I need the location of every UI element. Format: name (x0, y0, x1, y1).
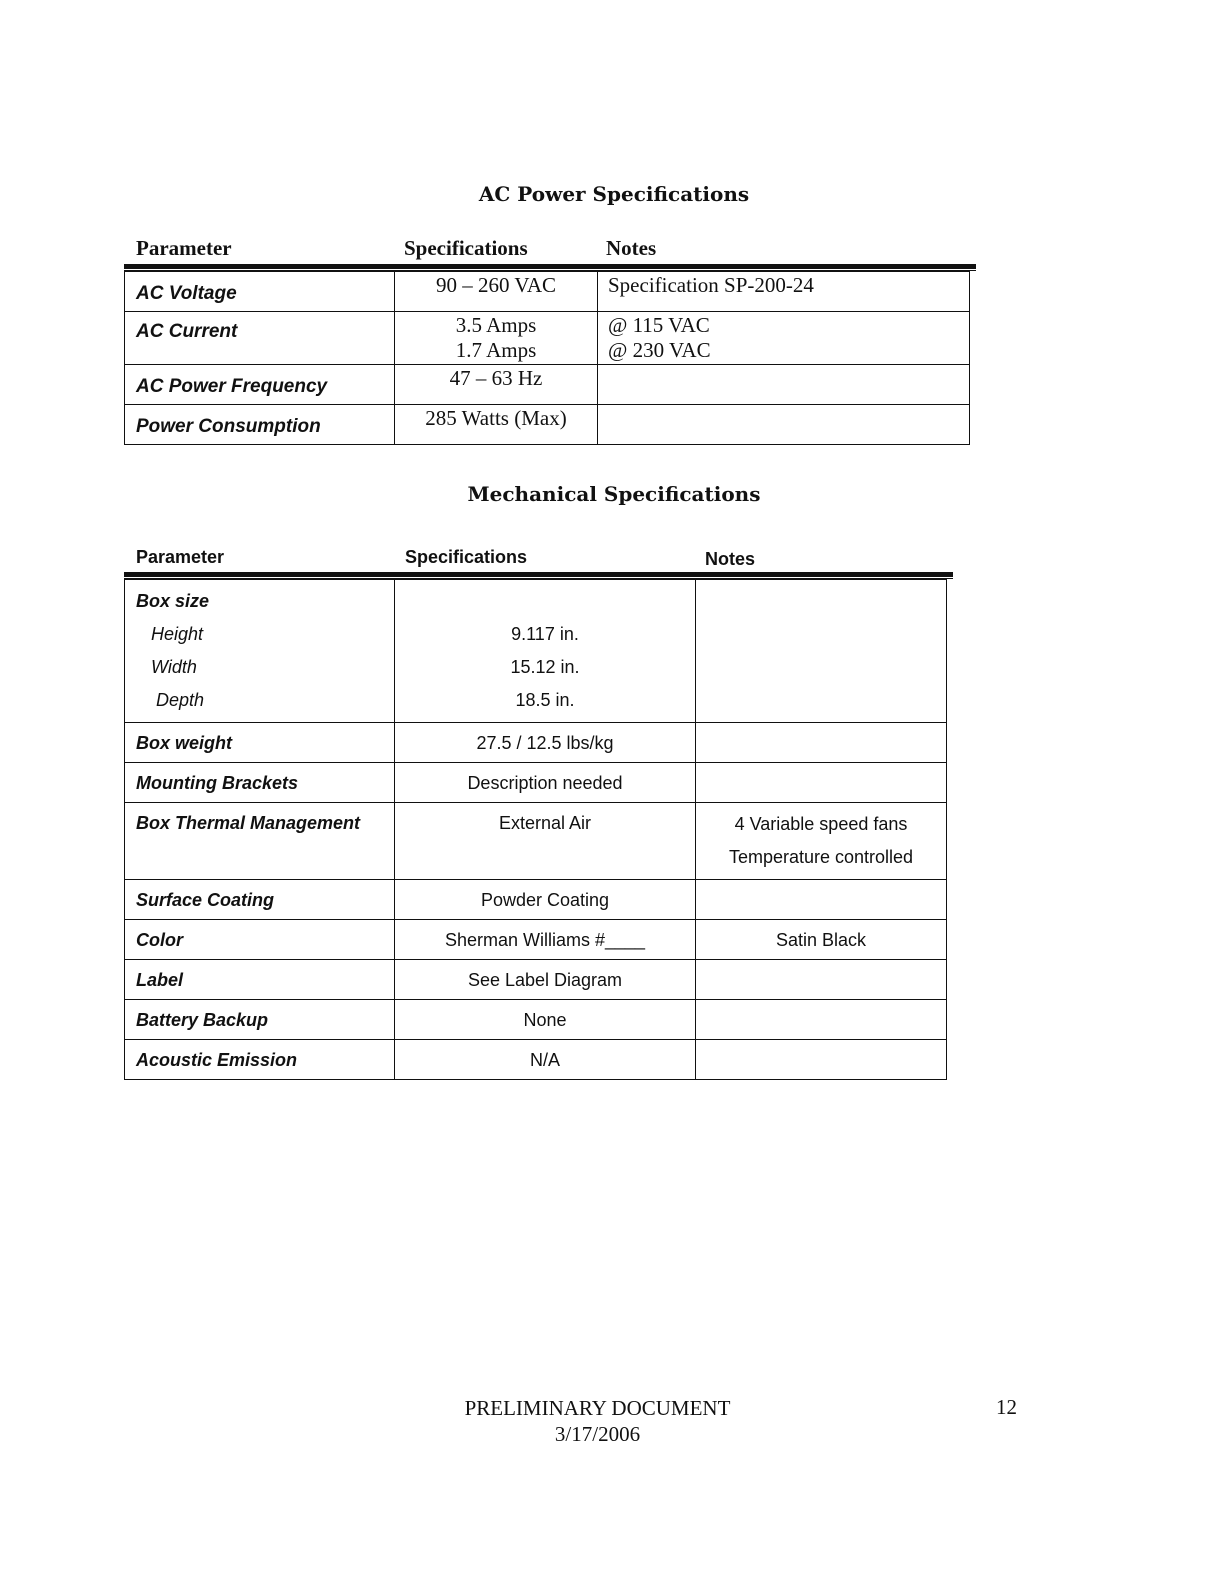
mech-notes-cell (696, 960, 947, 1000)
ac-notes-cell (598, 405, 970, 445)
mech-spec-table (124, 579, 947, 1080)
table-row (125, 1040, 947, 1080)
ac-notes-cell (598, 365, 970, 405)
footer-status: PRELIMINARY DOCUMENT (464, 1396, 731, 1420)
ac-spec-line: 1.7 Amps (455, 338, 537, 362)
mech-spec-cell: 27.5 / 12.5 lbs/kg (395, 723, 696, 763)
ac-spec-line: 47 – 63 Hz (449, 366, 543, 390)
table-row (125, 723, 947, 763)
mech-notes-cell (696, 880, 947, 920)
mech-spec-cell: Sherman Williams #____ (395, 920, 696, 960)
mech-spec-cell: N/A (395, 1040, 696, 1080)
ac-notes-line: Specification SP-200-24 (608, 273, 814, 297)
mech-param-cell: Battery Backup (125, 1000, 395, 1040)
table-row (125, 272, 970, 312)
ac-spec-cell (395, 405, 598, 445)
mech-param-cell: Surface Coating (125, 880, 395, 920)
mech-param-cell: Label (125, 960, 395, 1000)
mech-param-cell: Box Thermal Management (125, 803, 395, 880)
ac-spec-table (124, 271, 970, 445)
table-row (125, 803, 947, 880)
page-number: 12 (996, 1395, 1017, 1419)
table-row (125, 1000, 947, 1040)
mech-notes-line: 4 Variable speed fans (734, 814, 908, 834)
box-depth-value: 18.5 in. (515, 690, 575, 710)
mech-param-cell: Box weight (125, 723, 395, 763)
box-depth-label: Depth (156, 690, 205, 710)
footer-date: 3/17/2006 (554, 1422, 641, 1446)
mech-notes-line: Temperature controlled (728, 847, 914, 867)
mech-notes-cell (696, 803, 947, 880)
mech-notes-cell (696, 1000, 947, 1040)
mech-header-notes: Notes (705, 549, 756, 569)
mech-notes-cell (696, 763, 947, 803)
ac-param-cell: AC Current (125, 312, 395, 365)
mech-section-title: Mechanical Specifications (467, 482, 761, 506)
spacer (395, 590, 695, 623)
table-row (125, 763, 947, 803)
mech-header-specifications: Specifications (405, 547, 528, 567)
ac-spec-line: 285 Watts (Max) (425, 406, 567, 430)
ac-section-title: AC Power Specifications (478, 182, 750, 206)
box-size-label: Box size (136, 591, 210, 611)
mech-param-cell (125, 580, 395, 723)
ac-header-parameter: Parameter (136, 236, 232, 260)
mech-notes-cell (696, 723, 947, 763)
ac-header-specifications: Specifications (404, 236, 528, 260)
table-row (125, 920, 947, 960)
table-row (125, 405, 970, 445)
table-row (125, 960, 947, 1000)
ac-spec-cell (395, 365, 598, 405)
mech-notes-cell (696, 1040, 947, 1080)
table-row (125, 880, 947, 920)
ac-spec-cell (395, 312, 598, 365)
mech-header-parameter: Parameter (136, 547, 225, 567)
ac-spec-cell (395, 272, 598, 312)
ac-spec-line: 3.5 Amps (455, 313, 537, 337)
mech-header-rule (124, 572, 953, 577)
table-row (125, 312, 970, 365)
ac-param-cell: AC Power Frequency (125, 365, 395, 405)
ac-param-cell: AC Voltage (125, 272, 395, 312)
mech-table-header (136, 547, 956, 571)
box-height-value: 9.117 in. (511, 624, 579, 644)
mech-notes-cell: Satin Black (696, 920, 947, 960)
box-width-value: 15.12 in. (510, 657, 580, 677)
mech-spec-cell: Powder Coating (395, 880, 696, 920)
mech-param-cell: Mounting Brackets (125, 763, 395, 803)
mech-spec-cell: Description needed (395, 763, 696, 803)
mech-spec-cell: See Label Diagram (395, 960, 696, 1000)
mech-spec-cell (395, 580, 696, 723)
mech-param-cell: Acoustic Emission (125, 1040, 395, 1080)
ac-param-cell: Power Consumption (125, 405, 395, 445)
mech-notes-cell (696, 580, 947, 723)
ac-spec-line: 90 – 260 VAC (435, 273, 556, 297)
ac-header-rule (124, 264, 976, 269)
mech-spec-cell: External Air (395, 803, 696, 880)
ac-notes-cell (598, 272, 970, 312)
ac-header-notes: Notes (606, 236, 657, 260)
mech-param-cell: Color (125, 920, 395, 960)
ac-notes-cell (598, 312, 970, 365)
box-height-label: Height (151, 624, 204, 644)
ac-notes-line: @ 230 VAC (608, 338, 711, 362)
ac-notes-line: @ 115 VAC (608, 313, 710, 337)
table-row (125, 365, 970, 405)
mech-spec-cell: None (395, 1000, 696, 1040)
table-row (125, 580, 947, 723)
ac-table-header (136, 236, 976, 264)
box-width-label: Width (151, 657, 197, 677)
